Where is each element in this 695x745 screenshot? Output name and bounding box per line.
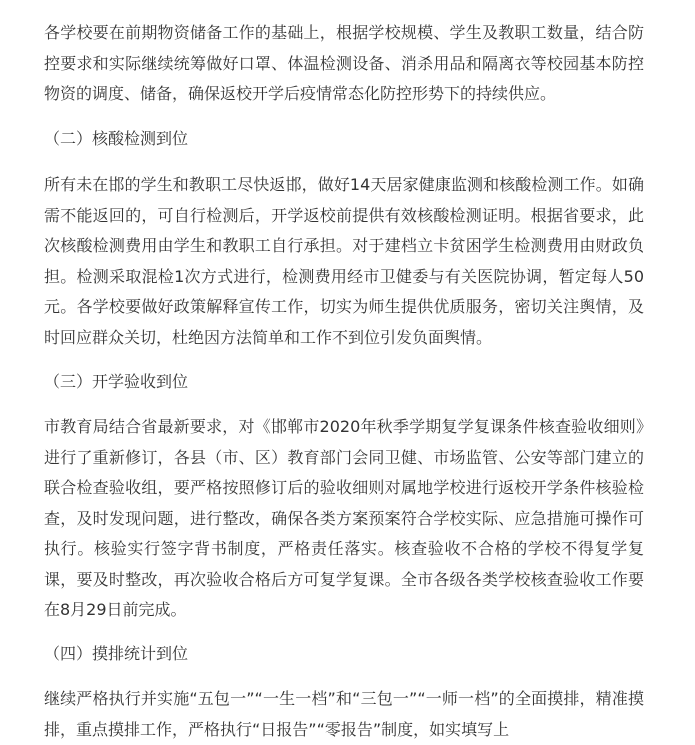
- section-heading-survey: （四）摸排统计到位: [44, 644, 189, 663]
- section-heading-nucleic-test: （二）核酸检测到位: [44, 129, 189, 148]
- paragraph-inspection: 市教育局结合省最新要求，对《邯郸市2020年秋季学期复学复课条件核查验收细则》进行了重新修订，各县（市、区）教育部门会同卫健、市场监管、公安等部门建立的联合检查验收组，要严格按照修订后的验收细则对属地学校进行返校开学条件核验检查，及时发现问题，进行整改，确保各类方案预案符合学校实际、应急措施可操作可执行。核验实行签字背书制度，严格责任落实。核查验收不合格的学校不得复学复课，要及时整改，再次验收合格后方可复学复课。全市各级各类学校核查验收工作要在8月29日前完成。: [44, 417, 644, 619]
- section-heading-inspection: （三）开学验收到位: [44, 372, 189, 391]
- paragraph-supplies: 各学校要在前期物资储备工作的基础上，根据学校规模、学生及教职工数量，结合防控要求和实际继续统筹做好口罩、体温检测设备、消杀用品和隔离衣等校园基本防控物资的调度、储备，确保返校开学后疫情常态化防控形势下的持续供应。: [44, 23, 644, 103]
- paragraph-nucleic-test: 所有未在邯的学生和教职工尽快返邯，做好14天居家健康监测和核酸检测工作。如确需不能返回的，可自行检测后，开学返校前提供有效核酸检测证明。根据省要求，此次核酸检测费用由学生和教职工自行承担。对于建档立卡贫困学生检测费用由财政负担。检测采取混检1次方式进行，检测费用经市卫健委与有关医院协调，暂定每人50元。各学校要做好政策解释宣传工作，切实为师生提供优质服务，密切关注舆情，及时回应群众关切，杜绝因方法简单和工作不到位引发负面舆情。: [44, 175, 644, 347]
- paragraph-survey: 继续严格执行并实施“五包一”“一生一档”和“三包一”“一师一档”的全面摸排，精准摸排，重点摸排工作，严格执行“日报告”“零报告”制度，如实填写上: [44, 689, 644, 739]
